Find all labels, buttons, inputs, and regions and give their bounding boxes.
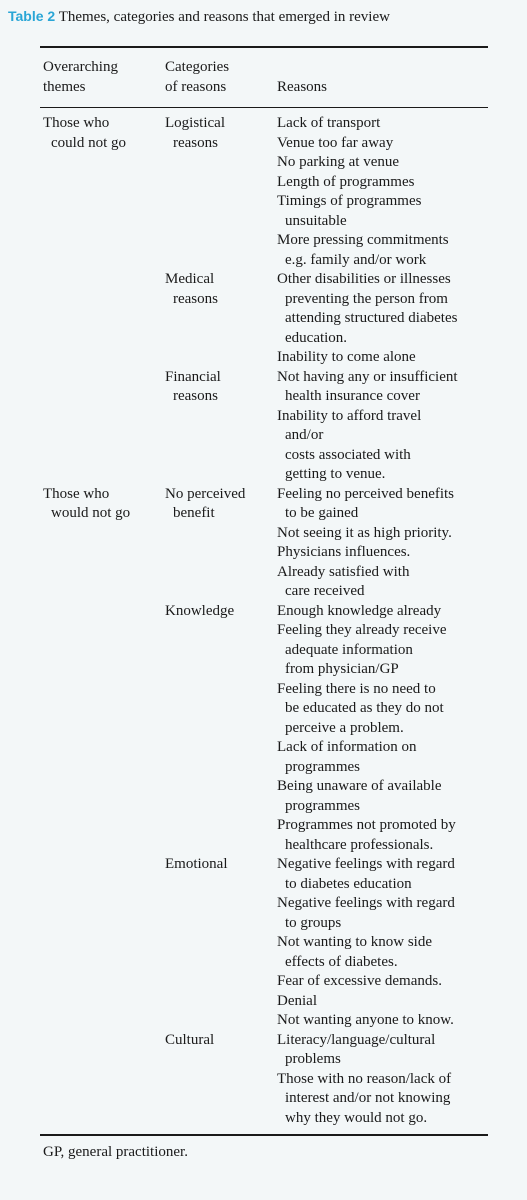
theme-cell	[40, 602, 165, 856]
category-line: Knowledge	[165, 602, 235, 619]
table-header	[40, 58, 488, 107]
reason-item-continued: adequate information	[285, 641, 413, 658]
table-body	[40, 107, 488, 1128]
table-row	[40, 107, 488, 270]
reason-item: No parking at venue	[277, 154, 400, 170]
themes-table	[40, 58, 488, 1128]
category-line: Cultural	[165, 1031, 215, 1048]
reasons-cell	[277, 1031, 488, 1129]
reason-item-continued: programmes	[285, 758, 360, 775]
header-themes-line: themes	[43, 78, 86, 95]
reason-item: Not seeing it as high priority.	[277, 524, 452, 541]
reason-item-continued: care received	[285, 583, 365, 599]
reason-item-continued: health insurance cover	[285, 388, 420, 404]
header-categories	[165, 58, 277, 107]
header-rule	[40, 107, 488, 108]
table-row	[40, 602, 488, 856]
reason-item-continued: preventing the person from	[285, 290, 448, 307]
reason-item: Negative feelings with regard	[277, 895, 455, 911]
theme-cell	[40, 107, 165, 270]
reason-item: Not having any or insufficient	[277, 368, 458, 385]
reason-item-continued: and/or	[285, 427, 324, 443]
reason-item: Venue too far away	[277, 134, 394, 151]
table-title: Themes, categories and reasons that emerged in review	[58, 9, 390, 25]
header-themes-line: Overarching	[43, 59, 118, 75]
reason-item: Lack of information on	[277, 739, 417, 755]
header-reasons-line: Reasons	[277, 78, 327, 95]
top-rule	[40, 46, 488, 48]
reason-item-continued: education.	[285, 329, 348, 346]
reason-item-continued: to be gained	[285, 505, 359, 521]
theme-line: could not go	[51, 134, 126, 151]
reason-item-continued: interest and/or not knowing	[285, 1090, 451, 1106]
reasons-cell	[277, 368, 488, 485]
category-line: benefit	[173, 505, 215, 521]
table-row	[40, 270, 488, 368]
reasons-cell	[277, 270, 488, 368]
category-line: Medical	[165, 271, 215, 287]
reason-item: Being unaware of available	[277, 778, 442, 794]
reason-item: Other disabilities or illnesses	[277, 271, 451, 287]
header-themes	[40, 58, 165, 107]
reason-item-continued: costs associated with	[285, 446, 411, 463]
reason-item-continued: to diabetes education	[285, 875, 412, 892]
reason-item: Physicians influences.	[277, 544, 411, 560]
reason-item: Denial	[277, 992, 317, 1009]
reason-item-continued: from physician/GP	[285, 661, 399, 677]
reason-item: Feeling no perceived benefits	[277, 485, 455, 502]
reason-item: Literacy/language/cultural	[277, 1031, 436, 1048]
reason-item-continued: why they would not go.	[285, 1109, 428, 1126]
category-line: Emotional	[165, 856, 228, 872]
table-label: Table 2	[8, 8, 56, 24]
table-row	[40, 485, 488, 602]
reason-item: Lack of transport	[277, 115, 381, 131]
reason-item-continued: programmes	[285, 797, 360, 814]
reason-item: Those with no reason/lack of	[277, 1070, 452, 1087]
reasons-cell	[277, 485, 488, 602]
header-categories-line: of reasons	[165, 78, 227, 95]
reason-item-continued: be educated as they do not	[285, 700, 444, 716]
reason-item: More pressing commitments	[277, 232, 449, 248]
reason-item: Inability to afford travel	[277, 407, 422, 424]
reason-item: Programmes not promoted by	[277, 817, 456, 833]
theme-cell	[40, 485, 165, 602]
category-line: reasons	[173, 134, 218, 151]
table-row	[40, 855, 488, 1031]
table-footnote: GP, general practitioner.	[43, 1144, 188, 1160]
reason-item: Not wanting anyone to know.	[277, 1012, 454, 1028]
reason-item: Timings of programmes	[277, 193, 422, 209]
reason-item-continued: healthcare professionals.	[285, 836, 434, 853]
category-cell	[165, 1031, 277, 1129]
category-cell	[165, 855, 277, 1031]
reason-item: Fear of excessive demands.	[277, 973, 442, 989]
reasons-cell	[277, 107, 488, 270]
category-cell	[165, 107, 277, 270]
reasons-cell	[277, 602, 488, 856]
theme-cell	[40, 270, 165, 368]
reason-item: Already satisfied with	[277, 563, 410, 580]
table-caption	[8, 6, 523, 27]
reason-item: Feeling they already receive	[277, 622, 447, 638]
reason-item: Length of programmes	[277, 173, 415, 190]
reasons-cell	[277, 855, 488, 1031]
category-line: Logistical	[165, 115, 225, 131]
theme-cell	[40, 855, 165, 1031]
category-line: reasons	[173, 388, 218, 404]
reason-item: Enough knowledge already	[277, 602, 442, 619]
reason-item-continued: e.g. family and/or work	[285, 251, 427, 268]
theme-line: would not go	[51, 505, 131, 521]
reason-item: Negative feelings with regard	[277, 856, 455, 872]
reason-item-continued: effects of diabetes.	[285, 953, 398, 970]
category-cell	[165, 602, 277, 856]
reason-item-continued: to groups	[285, 914, 342, 931]
category-line: reasons	[173, 290, 218, 307]
reason-item: Feeling there is no need to	[277, 680, 436, 697]
header-categories-line: Categories	[165, 59, 230, 75]
table-row	[40, 1031, 488, 1129]
reason-item-continued: getting to venue.	[285, 466, 386, 482]
reason-item-continued: unsuitable	[285, 212, 347, 229]
reason-item: Inability to come alone	[277, 349, 416, 365]
reason-item-continued: problems	[285, 1051, 341, 1067]
category-cell	[165, 485, 277, 602]
theme-line: Those who	[43, 485, 110, 502]
reason-item-continued: perceive a problem.	[285, 719, 404, 736]
reason-item-continued: attending structured diabetes	[285, 310, 458, 326]
theme-cell	[40, 1031, 165, 1129]
bottom-rule	[40, 1134, 488, 1136]
header-reasons	[277, 58, 488, 107]
theme-line: Those who	[43, 115, 110, 131]
table-row	[40, 368, 488, 485]
category-line: Financial	[165, 368, 221, 385]
theme-cell	[40, 368, 165, 485]
reason-item: Not wanting to know side	[277, 934, 432, 950]
category-line: No perceived	[165, 485, 246, 502]
category-cell	[165, 270, 277, 368]
category-cell	[165, 368, 277, 485]
